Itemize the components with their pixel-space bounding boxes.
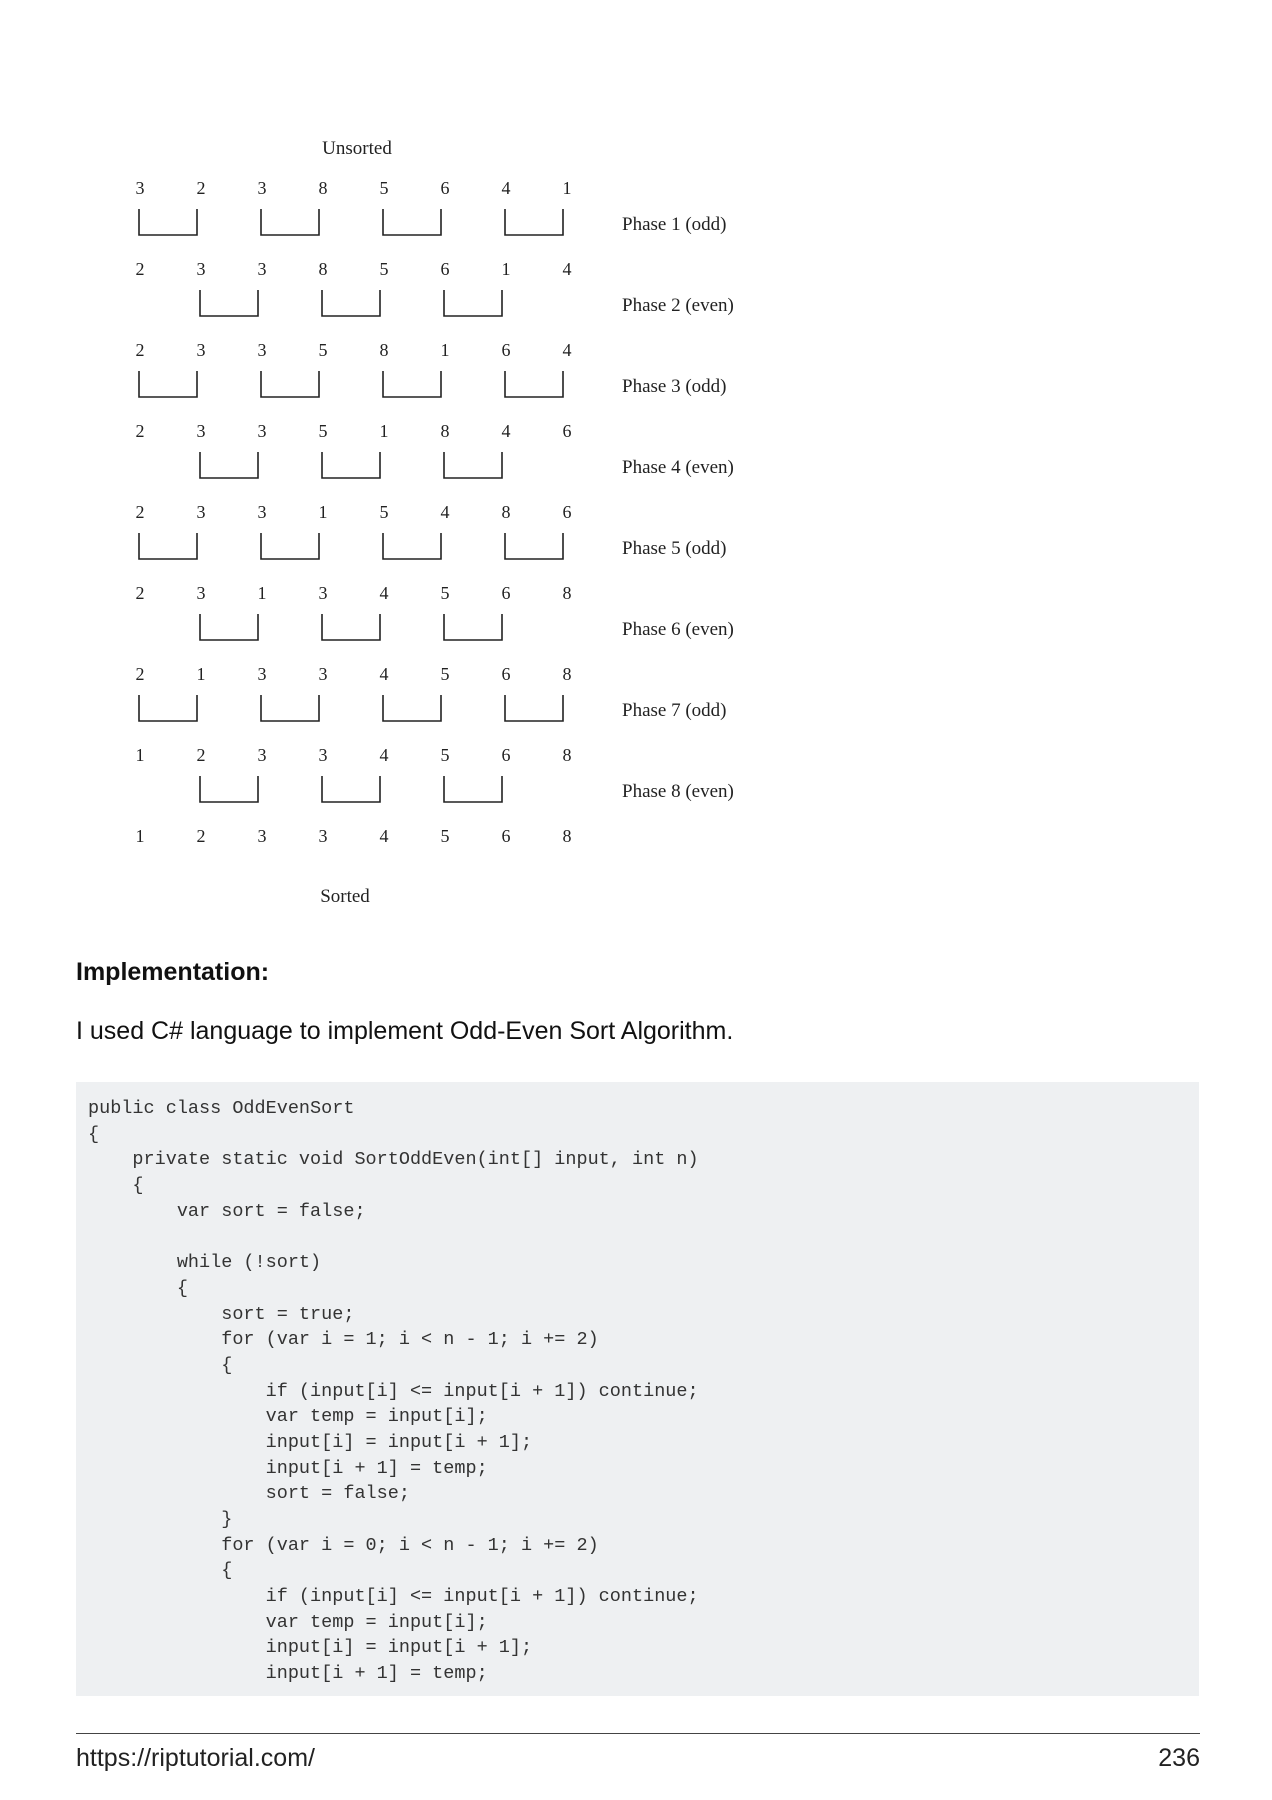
sequence-value: 3 <box>318 745 328 765</box>
sequence-value: 5 <box>318 340 328 360</box>
compare-bracket <box>444 452 502 478</box>
code-line: input[i + 1] = temp; <box>88 1457 488 1479</box>
unsorted-label: Unsorted <box>322 138 392 159</box>
sequence-value: 1 <box>562 178 572 198</box>
code-line: public class OddEvenSort <box>88 1098 355 1119</box>
code-line: input[i] = input[i + 1]; <box>88 1637 533 1659</box>
sequence-value: 2 <box>196 745 206 765</box>
sequence-value: 8 <box>562 583 572 603</box>
compare-bracket <box>322 776 380 802</box>
sequence-value: 8 <box>318 259 328 279</box>
compare-bracket <box>261 371 319 397</box>
sequence-value: 2 <box>135 421 145 441</box>
sequence-value: 8 <box>562 826 572 846</box>
sequence-value: 6 <box>501 583 511 603</box>
sequence-value: 1 <box>379 421 389 441</box>
sequence-value: 6 <box>501 745 511 765</box>
compare-bracket <box>200 290 258 316</box>
sequence-value: 5 <box>379 178 389 198</box>
code-line: } <box>88 1509 233 1530</box>
compare-bracket <box>139 695 197 721</box>
sequence-value: 3 <box>196 259 206 279</box>
compare-bracket <box>383 533 441 559</box>
intro-paragraph: I used C# language to implement Odd-Even Sort Algorithm. <box>76 1017 734 1045</box>
sequence-value: 3 <box>257 664 267 684</box>
sequence-value: 3 <box>257 178 267 198</box>
sequence-value: 8 <box>501 502 511 522</box>
sequence-value: 5 <box>440 745 450 765</box>
sequence-value: 6 <box>440 178 450 198</box>
sequence-value: 2 <box>135 664 145 684</box>
compare-bracket <box>139 209 197 235</box>
sequence-value: 6 <box>501 664 511 684</box>
sequence-value: 4 <box>379 745 389 765</box>
sequence-value: 3 <box>257 826 267 846</box>
sequence-value: 4 <box>562 259 572 279</box>
sequence-value: 2 <box>135 340 145 360</box>
compare-bracket <box>261 209 319 235</box>
compare-bracket <box>383 695 441 721</box>
code-line: { <box>88 1560 233 1582</box>
sequence-value: 3 <box>318 664 328 684</box>
sequence-value: 6 <box>501 826 511 846</box>
code-line: var temp = input[i]; <box>88 1611 488 1633</box>
compare-bracket <box>139 533 197 559</box>
sequence-value: 3 <box>196 502 206 522</box>
sequence-value: 4 <box>501 178 511 198</box>
sequence-value: 4 <box>379 664 389 684</box>
sequence-value: 4 <box>501 421 511 441</box>
code-line: sort = true; <box>88 1303 355 1325</box>
sequence-value: 3 <box>257 259 267 279</box>
compare-bracket <box>383 209 441 235</box>
code-line: if (input[i] <= input[i + 1]) continue; <box>88 1586 699 1608</box>
sequence-value: 1 <box>318 502 328 522</box>
sequence-value: 4 <box>440 502 450 522</box>
sequence-value: 6 <box>501 340 511 360</box>
footer-url: https://riptutorial.com/ <box>76 1744 315 1772</box>
phase-label: Phase 5 (odd) <box>622 538 727 559</box>
code-line: if (input[i] <= input[i + 1]) continue; <box>88 1380 699 1402</box>
code-line: sort = false; <box>88 1483 410 1505</box>
compare-bracket <box>139 371 197 397</box>
sequence-value: 5 <box>379 259 389 279</box>
compare-bracket <box>505 209 563 235</box>
sequence-value: 3 <box>318 826 328 846</box>
sequence-value: 2 <box>135 502 145 522</box>
page-number: 236 <box>1158 1744 1200 1772</box>
compare-bracket <box>200 776 258 802</box>
compare-bracket <box>505 695 563 721</box>
sequence-value: 8 <box>379 340 389 360</box>
sequence-value: 3 <box>196 340 206 360</box>
sequence-value: 6 <box>562 502 572 522</box>
sequence-value: 8 <box>562 664 572 684</box>
sequence-value: 8 <box>562 745 572 765</box>
code-line: while (!sort) <box>88 1252 322 1274</box>
sequence-value: 3 <box>318 583 328 603</box>
sequence-value: 3 <box>257 421 267 441</box>
sequence-value: 2 <box>196 178 206 198</box>
code-line: var sort = false; <box>88 1200 366 1222</box>
compare-bracket <box>505 533 563 559</box>
code-block <box>76 1082 1199 1696</box>
code-line: { <box>88 1175 144 1197</box>
sequence-value: 3 <box>135 178 145 198</box>
compare-bracket <box>200 452 258 478</box>
sequence-value: 2 <box>196 826 206 846</box>
code-line: { <box>88 1277 188 1299</box>
compare-bracket <box>444 290 502 316</box>
sequence-value: 5 <box>440 583 450 603</box>
sequence-value: 5 <box>440 826 450 846</box>
sequence-value: 6 <box>440 259 450 279</box>
sequence-value: 3 <box>196 421 206 441</box>
sequence-value: 4 <box>379 826 389 846</box>
compare-bracket <box>322 290 380 316</box>
compare-bracket <box>505 371 563 397</box>
code-line: private static void SortOddEven(int[] input, int n) <box>88 1149 699 1171</box>
sorted-label: Sorted <box>320 886 370 907</box>
sequence-value: 3 <box>257 340 267 360</box>
sequence-value: 5 <box>379 502 389 522</box>
phase-label: Phase 7 (odd) <box>622 700 727 721</box>
phase-label: Phase 3 (odd) <box>622 376 727 397</box>
sequence-value: 1 <box>440 340 450 360</box>
compare-bracket <box>322 452 380 478</box>
sequence-value: 4 <box>562 340 572 360</box>
phase-label: Phase 4 (even) <box>622 457 734 478</box>
sequence-value: 2 <box>135 259 145 279</box>
sequence-value: 5 <box>440 664 450 684</box>
sequence-value: 1 <box>501 259 511 279</box>
sequence-value: 3 <box>257 502 267 522</box>
sequence-value: 2 <box>135 583 145 603</box>
code-line: var temp = input[i]; <box>88 1406 488 1428</box>
sequence-value: 8 <box>440 421 450 441</box>
code-line: for (var i = 0; i < n - 1; i += 2) <box>88 1534 599 1556</box>
phase-label: Phase 1 (odd) <box>622 214 727 235</box>
compare-bracket <box>444 776 502 802</box>
code-line: input[i] = input[i + 1]; <box>88 1431 533 1453</box>
section-heading: Implementation: <box>76 958 270 986</box>
phase-label: Phase 2 (even) <box>622 295 734 316</box>
sequence-value: 1 <box>196 664 206 684</box>
phase-label: Phase 6 (even) <box>622 619 734 640</box>
compare-bracket <box>200 614 258 640</box>
compare-bracket <box>261 695 319 721</box>
sequence-value: 3 <box>257 745 267 765</box>
compare-bracket <box>383 371 441 397</box>
phase-label: Phase 8 (even) <box>622 781 734 802</box>
compare-bracket <box>261 533 319 559</box>
sequence-value: 3 <box>196 583 206 603</box>
code-line: input[i + 1] = temp; <box>88 1663 488 1685</box>
sequence-value: 1 <box>135 745 145 765</box>
code-line: for (var i = 1; i < n - 1; i += 2) <box>88 1329 599 1351</box>
sequence-value: 1 <box>135 826 145 846</box>
footer-divider <box>76 1733 1200 1734</box>
sequence-value: 5 <box>318 421 328 441</box>
compare-bracket <box>322 614 380 640</box>
sequence-value: 6 <box>562 421 572 441</box>
sequence-value: 4 <box>379 583 389 603</box>
code-line: { <box>88 1123 100 1145</box>
code-line <box>88 1224 1187 1250</box>
sequence-value: 8 <box>318 178 328 198</box>
code-line: { <box>88 1354 233 1376</box>
compare-bracket <box>444 614 502 640</box>
sequence-value: 1 <box>257 583 267 603</box>
